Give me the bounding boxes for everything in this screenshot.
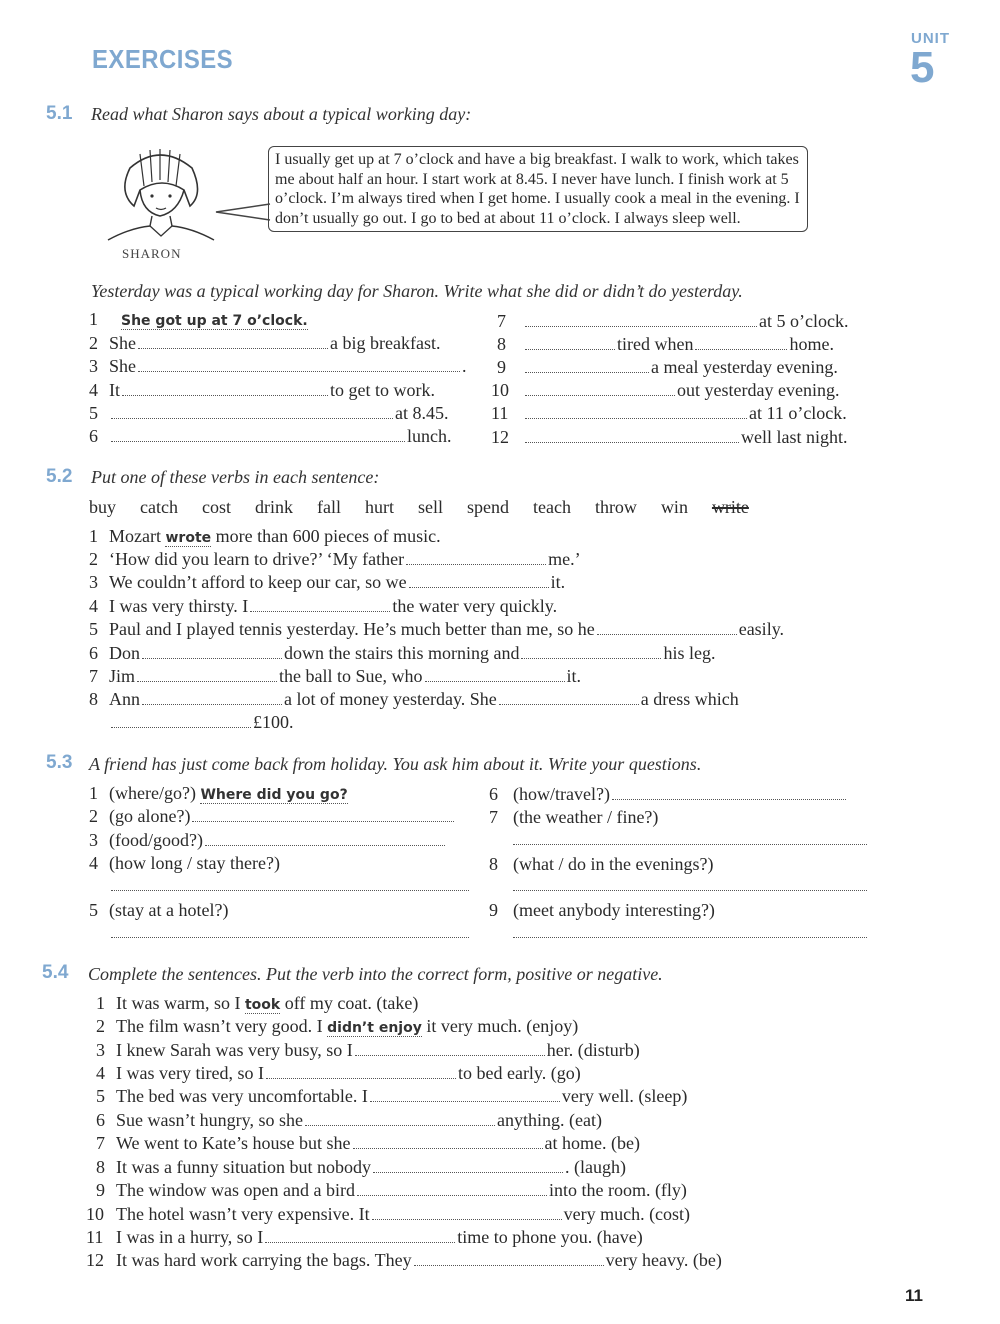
unit-label: UNIT <box>911 30 950 47</box>
list-item: 2 ‘How did you learn to drive?’ ‘My father me.’ <box>89 549 581 569</box>
section-number-5-4: 5.4 <box>42 962 69 983</box>
list-item: 4 It to get to work. <box>89 380 435 400</box>
list-item: 1 She got up at 7 o’clock. <box>89 309 308 329</box>
section-number-5-1: 5.1 <box>46 103 73 124</box>
section-instruction-5-4: Complete the sentences. Put the verb into the correct form, positive or negative. <box>88 964 663 984</box>
list-item: 3 We couldn’t afford to keep our car, so we it. <box>89 572 566 592</box>
verb-list: buy catch cost drink fall hurt sell spend teach throw win write <box>89 497 749 517</box>
answer-line <box>109 876 471 896</box>
list-item: 4 I was very thirsty. I the water very quickly. <box>89 596 558 616</box>
list-item: 12 well last night. <box>491 427 848 447</box>
answer-line <box>511 876 869 896</box>
list-item: 5 The bed was very uncomfortable. I very well. (sleep) <box>96 1086 688 1106</box>
list-item: 7 (the weather / fine?) <box>489 807 659 827</box>
list-item: 10 out yesterday evening. <box>491 380 840 400</box>
list-item: 6 (how/travel?) <box>489 784 848 805</box>
list-item: 7 We went to Kate’s house but she at home. (be) <box>96 1133 640 1153</box>
unit-number: 5 <box>910 43 935 92</box>
answer-line <box>511 923 869 943</box>
list-item: 4 I was very tired, so I to bed early. (go) <box>96 1063 581 1083</box>
list-item: 9 a meal yesterday evening. <box>497 357 838 377</box>
list-item: 11 I was in a hurry, so I time to phone you. (have) <box>86 1227 643 1247</box>
list-item: 3 I knew Sarah was very busy, so I her. (disturb) <box>96 1040 640 1060</box>
list-item: 8 (what / do in the evenings?) <box>489 854 714 874</box>
list-item: 8 It was a funny situation but nobody . (laugh) <box>96 1157 626 1177</box>
page-title: EXERCISES <box>92 44 234 74</box>
list-item: 12 It was hard work carrying the bags. They very heavy. (be) <box>86 1250 722 1270</box>
list-item: 2 She a big breakfast. <box>89 333 441 353</box>
list-item: 2 The film wasn’t very good. I didn’t enjoy it very much. (enjoy) <box>96 1016 579 1036</box>
speech-bubble: I usually get up at 7 o’clock and have a big breakfast. I walk to work, which takes me about half an hour. I start work at 8.45. I never have lunch. I finish work at 5 o’clock. I’m always tired when I get home. I usually cook a meal in the evening. I don’t usually go out. I go to bed at about 11 o’clock. I always sleep well. <box>268 146 808 232</box>
task-instruction-5-1: Yesterday was a typical working day for Sharon. Write what she did or didn’t do yesterday. <box>91 281 743 301</box>
answer-line <box>511 830 869 850</box>
section-number-5-2: 5.2 <box>46 466 73 487</box>
list-item: 9 The window was open and a bird into the room. (fly) <box>96 1180 687 1200</box>
list-item: 8 Ann a lot of money yesterday. She a dress which <box>89 689 739 709</box>
section-instruction-5-2: Put one of these verbs in each sentence: <box>91 467 380 487</box>
sharon-caption: SHARON <box>122 246 182 261</box>
list-item: 11 at 11 o’clock. <box>491 403 847 423</box>
list-item: 5 Paul and I played tennis yesterday. He’s much better than me, so he easily. <box>89 619 785 639</box>
list-item: 6 Don down the stairs this morning and his leg. <box>89 643 716 663</box>
list-item: £100. <box>89 712 294 733</box>
answer-line <box>109 923 471 943</box>
page-number: 11 <box>905 1286 923 1305</box>
list-item: 6 lunch. <box>89 426 452 446</box>
list-item: 6 Sue wasn’t hungry, so she anything. (eat) <box>96 1110 602 1130</box>
list-item: 1 (where/go?) Where did you go? <box>89 783 348 803</box>
section-instruction-5-1: Read what Sharon says about a typical working day: <box>91 104 472 124</box>
section-number-5-3: 5.3 <box>46 752 73 773</box>
list-item: 3 She . <box>89 356 467 376</box>
list-item: 7 at 5 o’clock. <box>497 311 849 331</box>
list-item: 8 tired when home. <box>497 334 834 354</box>
list-item: 9 (meet anybody interesting?) <box>489 900 715 920</box>
list-item: 7 Jim the ball to Sue, who it. <box>89 666 582 686</box>
list-item: 2 (go alone?) <box>89 806 456 827</box>
list-item: 5 (stay at a hotel?) <box>89 900 229 920</box>
sharon-illustration <box>100 146 220 244</box>
list-item: 5 at 8.45. <box>89 403 449 423</box>
list-item: 10 The hotel wasn’t very expensive. It very much. (cost) <box>86 1204 691 1224</box>
list-item: 1 It was warm, so I took off my coat. (take) <box>96 993 419 1013</box>
list-item: 4 (how long / stay there?) <box>89 853 280 873</box>
list-item: 3 (food/good?) <box>89 830 447 851</box>
section-instruction-5-3: A friend has just come back from holiday. You ask him about it. Write your questions. <box>89 754 702 774</box>
list-item: 1 Mozart wrote more than 600 pieces of music. <box>89 526 441 546</box>
speech-tail <box>214 200 274 224</box>
